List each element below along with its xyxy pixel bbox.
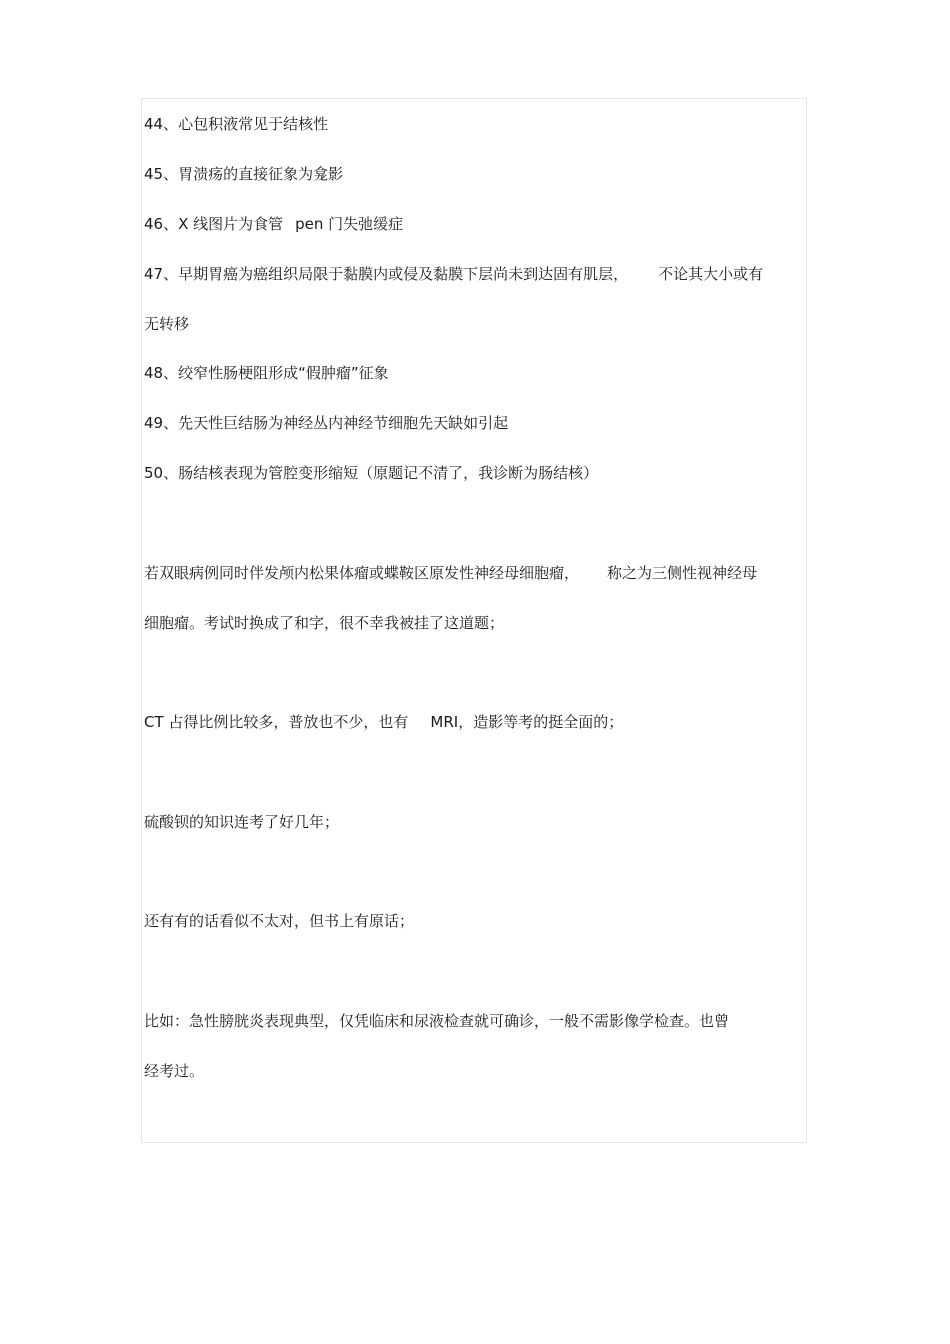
- note-book: 还有有的话看似不太对，但书上有原话；: [144, 912, 415, 930]
- note-ct: CT 占得比例比较多，普放也不少，也有 MRI，造影等考的挺全面的；: [144, 713, 624, 731]
- item-45: 45、胃溃疡的直接征象为龛影: [144, 165, 344, 183]
- item-49: 49、先天性巨结肠为神经丛内神经节细胞先天缺如引起: [144, 414, 509, 432]
- item-44: 44、心包积液常见于结核性: [144, 115, 329, 133]
- note-trilateral: 若双眼病例同时伴发颅内松果体瘤或蝶鞍区原发性神经母细胞瘤， 称之为三侧性视神经母: [144, 564, 758, 582]
- note-barium: 硫酸钡的知识连考了好几年；: [144, 813, 340, 831]
- note-cystitis-continued: 经考过。: [144, 1062, 205, 1080]
- item-47-continued: 无转移: [144, 315, 190, 333]
- item-47: 47、早期胃癌为癌组织局限于黏膜内或侵及黏膜下层尚未到达固有肌层， 不论其大小或有: [144, 265, 764, 283]
- item-48: 48、绞窄性肠梗阻形成“假肿瘤”征象: [144, 364, 389, 382]
- item-46: 46、X 线图片为食管 pen 门失弛缓症: [144, 215, 404, 233]
- note-trilateral-continued: 细胞瘤。考试时换成了和字，很不幸我被挂了这道题；: [144, 614, 505, 632]
- item-50: 50、肠结核表现为管腔变形缩短（原题记不清了，我诊断为肠结核）: [144, 464, 599, 482]
- note-cystitis: 比如：急性膀胱炎表现典型，仅凭临床和尿液检查就可确诊，一般不需影像学检查。也曾: [144, 1012, 730, 1030]
